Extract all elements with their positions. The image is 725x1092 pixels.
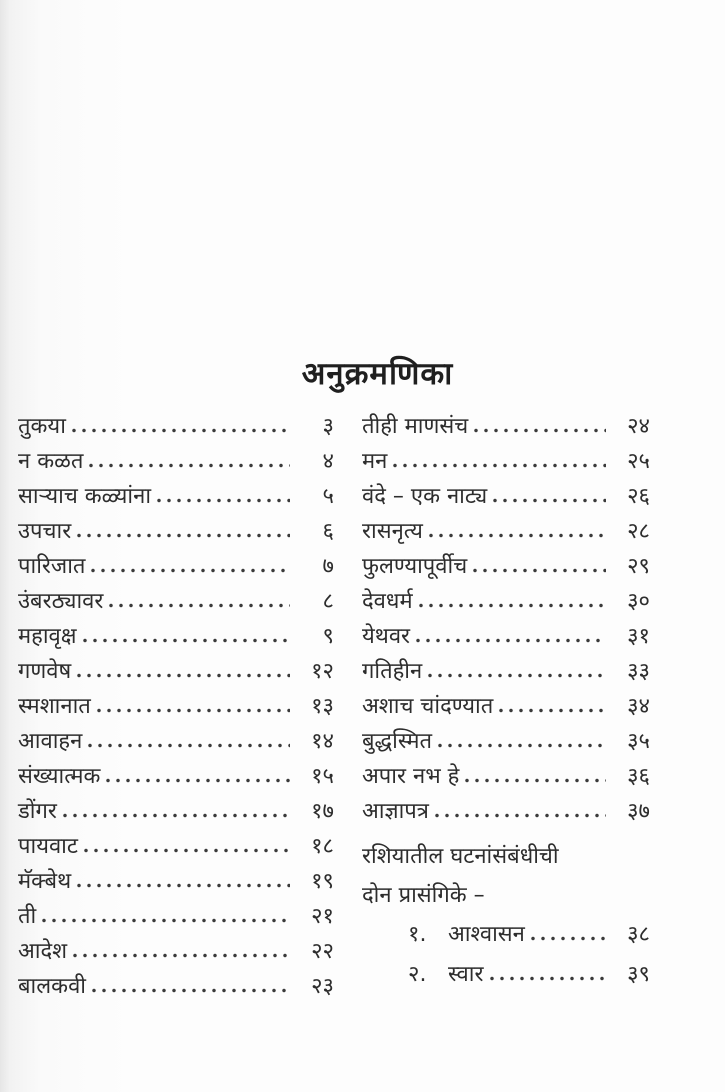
- entry-title: आदेश: [18, 939, 68, 964]
- entry-page-number: २८: [627, 519, 650, 544]
- dot-leader: [435, 813, 606, 818]
- entry-page-number: ७: [322, 554, 334, 579]
- toc-right-entries: [362, 409, 650, 829]
- entry-page-number: ३५: [627, 729, 650, 754]
- entry-page-number: १८: [311, 834, 334, 859]
- entry-page-number: २९: [627, 554, 650, 579]
- toc-entry: [18, 584, 334, 619]
- entry-title: वंदे – एक नाट्य: [362, 484, 488, 509]
- toc-sub-entry: [362, 915, 650, 955]
- entry-title: मॅक्बेथ: [18, 869, 72, 894]
- dot-leader: [92, 988, 290, 993]
- entry-title: रासनृत्य: [362, 519, 423, 544]
- entry-page-number: ५: [322, 484, 334, 509]
- toc-entry: [18, 829, 334, 864]
- dot-leader: [157, 498, 290, 503]
- entry-page-number: १५: [311, 764, 334, 789]
- entry-title: बालकवी: [18, 974, 87, 999]
- dot-leader: [419, 603, 606, 608]
- toc-column-right: [362, 409, 650, 1004]
- entry-title: बुद्धस्मित: [362, 729, 433, 754]
- toc-entry: [362, 689, 650, 724]
- entry-page-number: ३०: [627, 589, 650, 614]
- toc-entry: [18, 724, 334, 759]
- entry-title: आश्वासन: [448, 922, 525, 947]
- entry-page-number: ६: [322, 519, 334, 544]
- entry-title: देवधर्म: [362, 589, 413, 614]
- dot-leader: [42, 918, 290, 923]
- entry-title: स्मशानात: [18, 694, 91, 719]
- entry-page-number: ३६: [627, 764, 650, 789]
- entry-title: ती: [18, 904, 37, 929]
- dot-leader: [473, 568, 606, 573]
- entry-page-number: ९: [322, 624, 334, 649]
- dot-leader: [83, 638, 290, 643]
- dot-leader: [499, 708, 606, 713]
- dot-leader: [77, 533, 290, 538]
- entry-title: संख्यात्मक: [18, 764, 101, 789]
- entry-number: २.: [408, 962, 427, 987]
- entry-title: फुलण्यापूर्वीच: [362, 554, 468, 579]
- entry-page-number: २६: [627, 484, 650, 509]
- toc-entry: [18, 759, 334, 794]
- section-heading-line2: दोन प्रासंगिके –: [362, 883, 485, 908]
- entry-page-number: १७: [311, 799, 334, 824]
- dot-leader: [416, 638, 606, 643]
- entry-page-number: ३: [322, 414, 334, 439]
- dot-leader: [428, 673, 606, 678]
- section-heading-line1: रशियातील घटनांसंबंधीची: [362, 844, 559, 869]
- entry-title: महावृक्ष: [18, 624, 77, 649]
- entry-page-number: ३३: [627, 659, 650, 684]
- entry-page-number: ४: [322, 449, 334, 474]
- dot-leader: [393, 463, 606, 468]
- entry-title: मन: [362, 449, 388, 474]
- toc-title: अनुक्रमणिका: [301, 356, 454, 392]
- entry-title: आवाहन: [18, 729, 83, 754]
- entry-title: गतिहीन: [362, 659, 423, 684]
- entry-page-number: ८: [322, 589, 334, 614]
- entry-page-number: १३: [311, 694, 334, 719]
- entry-page-number: २१: [311, 904, 334, 929]
- entry-title: पारिजात: [18, 554, 86, 579]
- toc-entry: [362, 584, 650, 619]
- dot-leader: [77, 673, 290, 678]
- dot-leader: [474, 428, 606, 433]
- entry-title: गणवेष: [18, 659, 72, 684]
- entry-title: डोंगर: [18, 799, 57, 824]
- entry-page-number: २३: [311, 974, 334, 999]
- entry-title: साऱ्याच कळ्यांना: [18, 484, 152, 509]
- dot-leader: [109, 603, 290, 608]
- entry-page-number: २४: [627, 414, 650, 439]
- entry-page-number: ३४: [627, 694, 650, 719]
- toc-entry: [18, 794, 334, 829]
- toc-entry: [18, 654, 334, 689]
- entry-title: स्वार: [448, 962, 484, 987]
- dot-leader: [438, 743, 606, 748]
- entry-title: तीही माणसंच: [362, 414, 469, 439]
- entry-page-number: ३७: [627, 799, 650, 824]
- toc-entry: [18, 479, 334, 514]
- entry-page-number: ३९: [627, 962, 650, 987]
- toc-entry: [362, 549, 650, 584]
- dot-leader: [429, 533, 606, 538]
- toc-entry: [18, 444, 334, 479]
- toc-entry: [18, 549, 334, 584]
- toc-entry: [362, 794, 650, 829]
- entry-title: आज्ञापत्र: [362, 799, 429, 824]
- dot-leader: [106, 778, 290, 783]
- toc-columns: [18, 409, 725, 1004]
- toc-entry: [362, 619, 650, 654]
- toc-entry: [362, 724, 650, 759]
- dot-leader: [72, 428, 290, 433]
- dot-leader: [493, 498, 606, 503]
- toc-entry: [362, 759, 650, 794]
- entry-page-number: १९: [311, 869, 334, 894]
- toc-section: [362, 837, 650, 995]
- entry-title: न कळत: [18, 449, 84, 474]
- entry-page-number: ३८: [627, 922, 650, 947]
- entry-page-number: २५: [627, 449, 650, 474]
- toc-column-left: [18, 409, 334, 1004]
- dot-leader: [490, 976, 607, 981]
- dot-leader: [89, 463, 290, 468]
- toc-entry: [18, 409, 334, 444]
- entry-title: उपचार: [18, 519, 72, 544]
- toc-entry: [18, 689, 334, 724]
- entry-title: पायवाट: [18, 834, 78, 859]
- dot-leader: [91, 568, 290, 573]
- entry-page-number: १४: [311, 729, 334, 754]
- dot-leader: [63, 813, 290, 818]
- toc-entry: [362, 514, 650, 549]
- dot-leader: [465, 778, 606, 783]
- toc-entry: [18, 934, 334, 969]
- entry-title: तुकया: [18, 414, 66, 439]
- entry-title: उंबरठ्यावर: [18, 589, 104, 614]
- dot-leader: [84, 848, 290, 853]
- entry-page-number: ३१: [627, 624, 650, 649]
- dot-leader: [531, 936, 606, 941]
- dot-leader: [97, 708, 290, 713]
- toc-sub-entry: [362, 955, 650, 995]
- toc-entry: [18, 969, 334, 1004]
- toc-entry: [362, 479, 650, 514]
- entry-title: अशाच चांदण्यात: [362, 694, 494, 719]
- entry-page-number: २२: [311, 939, 334, 964]
- toc-entry: [362, 444, 650, 479]
- dot-leader: [77, 883, 290, 888]
- toc-entry: [18, 864, 334, 899]
- toc-entry: [18, 514, 334, 549]
- entry-title: येथवर: [362, 624, 411, 649]
- section-entries: [362, 915, 650, 995]
- entry-number: १.: [408, 922, 427, 947]
- toc-entry: [362, 654, 650, 689]
- dot-leader: [73, 953, 290, 958]
- entry-title: अपार नभ हे: [362, 764, 460, 789]
- toc-entry: [18, 619, 334, 654]
- entry-page-number: १२: [311, 659, 334, 684]
- dot-leader: [88, 743, 290, 748]
- toc-entry: [18, 899, 334, 934]
- toc-entry: [362, 409, 650, 444]
